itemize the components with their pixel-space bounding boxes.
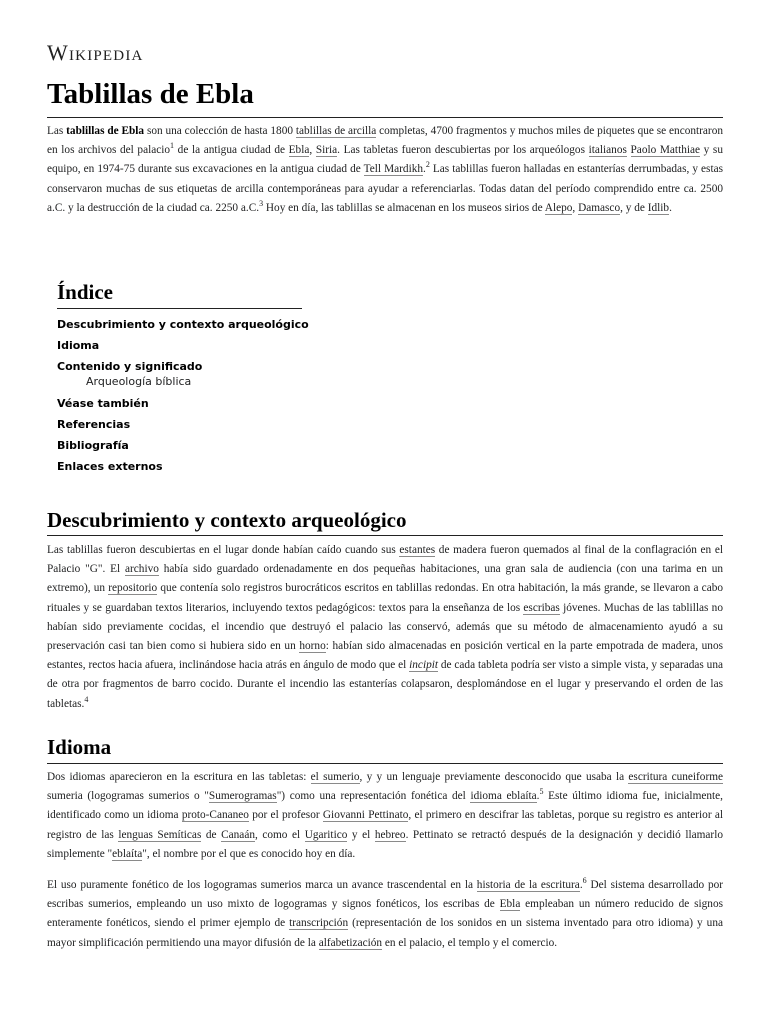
toc-item[interactable]: Idioma	[57, 338, 100, 352]
article-link[interactable]: incipit	[409, 659, 439, 672]
text-run: Las	[47, 125, 67, 137]
text-run: de la antigua ciudad de	[174, 144, 289, 157]
text-run: .	[669, 201, 672, 214]
text-run: .	[536, 790, 540, 803]
article-link[interactable]: Ebla	[288, 144, 310, 157]
footnote-ref[interactable]: 4	[84, 694, 89, 704]
article-link[interactable]: Canaán	[221, 828, 255, 841]
article-link[interactable]: estantes	[399, 544, 436, 556]
text-run: , como el	[254, 828, 305, 841]
toc-item[interactable]: Bibliografía	[57, 438, 129, 452]
title-divider	[47, 117, 723, 118]
article-link[interactable]: horno	[299, 640, 326, 653]
toc-item[interactable]: Referencias	[57, 418, 131, 432]
section-heading-discovery: Descubrimiento y contexto arqueológico	[47, 508, 407, 532]
section-divider-discovery	[47, 535, 723, 536]
text-run: : habían sido almacenadas en posición vertical en la parte empotrada de madera, unos estantes, rectos hacia afuera, inclinándose hacia atrás en ángulo de modo que el	[47, 640, 723, 672]
article-link[interactable]: Paolo Matthiae	[630, 144, 701, 157]
intro-paragraph	[47, 122, 723, 218]
section-divider-language	[47, 763, 723, 764]
text-run: y su equipo, en 1974-75 durante sus excavaciones en la antigua ciudad de	[47, 144, 723, 176]
article-link[interactable]: Tell Mardikh	[363, 163, 424, 176]
article-link[interactable]: Damasco	[578, 201, 621, 214]
language-paragraph-1	[47, 768, 723, 864]
text-run: de cada tableta podría ser visto a simple vista, y separadas una de otra por fragmentos de barro cocido. Durante el incendio las estanterías colapsaron, desplomándose en el lugar y preservando el orden de las tabletas.	[47, 659, 723, 710]
text-run: Las tablillas fueron halladas en estanterías derrumbadas, y estas conservaron muchas de sus etiquetas de arcilla contemporáneas para ayudar a referenciarlas. Todas datan del período comprendido entre ca. 2500 a.C. y la destrucción de la ciudad ca. 2250 a.C.	[47, 163, 724, 214]
article-link[interactable]: transcripción	[289, 917, 349, 930]
article-link[interactable]: historia de la escritura	[476, 879, 580, 891]
text-run: Dos idiomas aparecieron en la escritura en las tabletas:	[47, 771, 311, 783]
article-link[interactable]: Sumerogramas	[208, 790, 277, 803]
text-run: El uso puramente fonético de los logogramas sumerios marca un avance trascendental en la	[47, 879, 477, 891]
article-link[interactable]: Idlib	[647, 201, 670, 214]
text-run: de	[201, 828, 222, 841]
language-paragraph-2	[47, 876, 723, 953]
text-run: , y y un lenguaje previamente desconocido que usaba la	[359, 771, 629, 783]
text-run: jóvenes. Muchas de las tablillas no habían sido previamente cocidas, el incendio que destruyó el palacio las conservó, además que su método de almacenamiento ayudó a su preservación casi tan bien como si hubiera sido en un	[47, 601, 723, 653]
article-link[interactable]: Alepo	[544, 201, 573, 214]
text-run	[627, 144, 631, 156]
footnote-ref[interactable]: 1	[170, 141, 175, 151]
text-run: Hoy en día, las tablillas se almacenan en los museos sirios de	[263, 201, 545, 214]
footnote-ref[interactable]: 5	[539, 787, 544, 797]
text-run: empleaban un número reducido de signos enteramente fonéticos, siendo el primer ejemplo de	[47, 898, 723, 930]
text-run: . Las tabletas fueron descubiertas por los arqueólogos	[337, 144, 589, 157]
text-run: de madera fueron quemados al final de la conflagración en el Palacio "G". El	[47, 544, 724, 576]
toc-divider	[57, 308, 302, 309]
text-run: ", el nombre por el que es conocido hoy en día.	[142, 847, 356, 860]
article-link[interactable]: Ebla	[499, 898, 521, 911]
text-run: en el palacio, el templo y el comercio.	[382, 936, 558, 949]
footnote-ref[interactable]: 2	[425, 160, 430, 170]
text-run: , el primero en descifrar las tabletas, porque su registro es anterior al registro de las	[47, 809, 724, 841]
text-run: ,	[309, 144, 316, 157]
text-run: y el	[347, 828, 375, 841]
bold-term: tablillas de Ebla	[66, 125, 145, 137]
article-link[interactable]: eblaíta	[112, 847, 143, 860]
article-link[interactable]: el sumerio	[310, 771, 360, 783]
text-run: había sido guardado ordenadamente en dos pequeñas habitaciones, una gran sala de audiencia (con una tarima en un extremo), un	[47, 563, 723, 595]
article-link[interactable]: italianos	[588, 144, 627, 157]
article-link[interactable]: lenguas Semíticas	[118, 828, 202, 841]
text-run: completas, 4700 fragmentos y muchos miles de piquetes que se encontraron en los archivos del palacio	[47, 125, 723, 157]
article-link[interactable]: Siria	[315, 144, 338, 157]
page-title: Tablillas de Ebla	[47, 78, 254, 110]
text-run: , y de	[620, 201, 648, 214]
article-link[interactable]: Ugaritico	[304, 828, 348, 841]
article-link[interactable]: escribas	[523, 601, 560, 614]
text-run: (representación de los sonidos en un sistema inventado para otro idioma) y una mayor simplificación permitiendo una mayor difusión de la	[47, 917, 723, 949]
toc-item[interactable]: Enlaces externos	[57, 459, 163, 473]
section-heading-language: Idioma	[47, 735, 112, 759]
text-run: son una colección de hasta 1800	[144, 125, 296, 137]
toc-item[interactable]: Véase también	[57, 397, 149, 411]
text-run: .	[579, 879, 583, 891]
footnote-ref[interactable]: 6	[582, 876, 587, 885]
toc-item[interactable]: Contenido y significado	[57, 359, 203, 373]
text-run: ") como una representación fonética del	[276, 790, 471, 803]
text-run: Este último idioma fue, inicialmente, identificado como un idioma	[47, 790, 724, 822]
article-link[interactable]: idioma eblaíta	[470, 790, 537, 803]
text-run: que contenía solo registros burocráticos escritos en tablillas redondas. En otra habitación, la más grande, se llevaron a cabo rituales y se guardaban textos literarios, incluyendo textos pedagógicos: textos para la enseñanza de los	[47, 582, 723, 614]
discovery-paragraph	[47, 541, 723, 714]
text-run: ,	[572, 201, 579, 214]
toc-item[interactable]: Arqueología bíblica	[86, 375, 192, 389]
article-link[interactable]: Giovanni Pettinato	[322, 809, 409, 822]
wikipedia-logo[interactable]: Wikipedia	[47, 40, 144, 65]
article-link[interactable]: tablillas de arcilla	[295, 125, 377, 137]
article-link[interactable]: repositorio	[108, 582, 158, 595]
article-link[interactable]: proto-Cananeo	[181, 809, 249, 822]
text-run: por el profesor	[248, 809, 323, 822]
article-link[interactable]: escritura cuneiforme	[628, 771, 724, 783]
article-link[interactable]: archivo	[125, 563, 159, 576]
article-link[interactable]: alfabetización	[318, 936, 383, 949]
text-run: . Pettinato se retractó después de la designación y decidió llamarlo simplemente "	[47, 828, 723, 860]
text-run: .	[423, 163, 426, 176]
text-run: sumeria (logogramas sumerios o "	[47, 790, 209, 803]
text-run: Del sistema desarrollado por escribas sumerios, empleando un uso mixto de logogramas y signos fonéticos, los escribas de	[47, 879, 723, 911]
article-link[interactable]: hebreo	[374, 828, 406, 841]
text-run: Las tablillas fueron descubiertas en el lugar donde habían caído cuando sus	[47, 544, 400, 556]
toc-item[interactable]: Descubrimiento y contexto arqueológico	[57, 318, 309, 331]
toc-list	[57, 315, 357, 478]
footnote-ref[interactable]: 3	[259, 198, 264, 208]
toc-title: Índice	[57, 280, 114, 304]
table-of-contents	[57, 280, 357, 478]
